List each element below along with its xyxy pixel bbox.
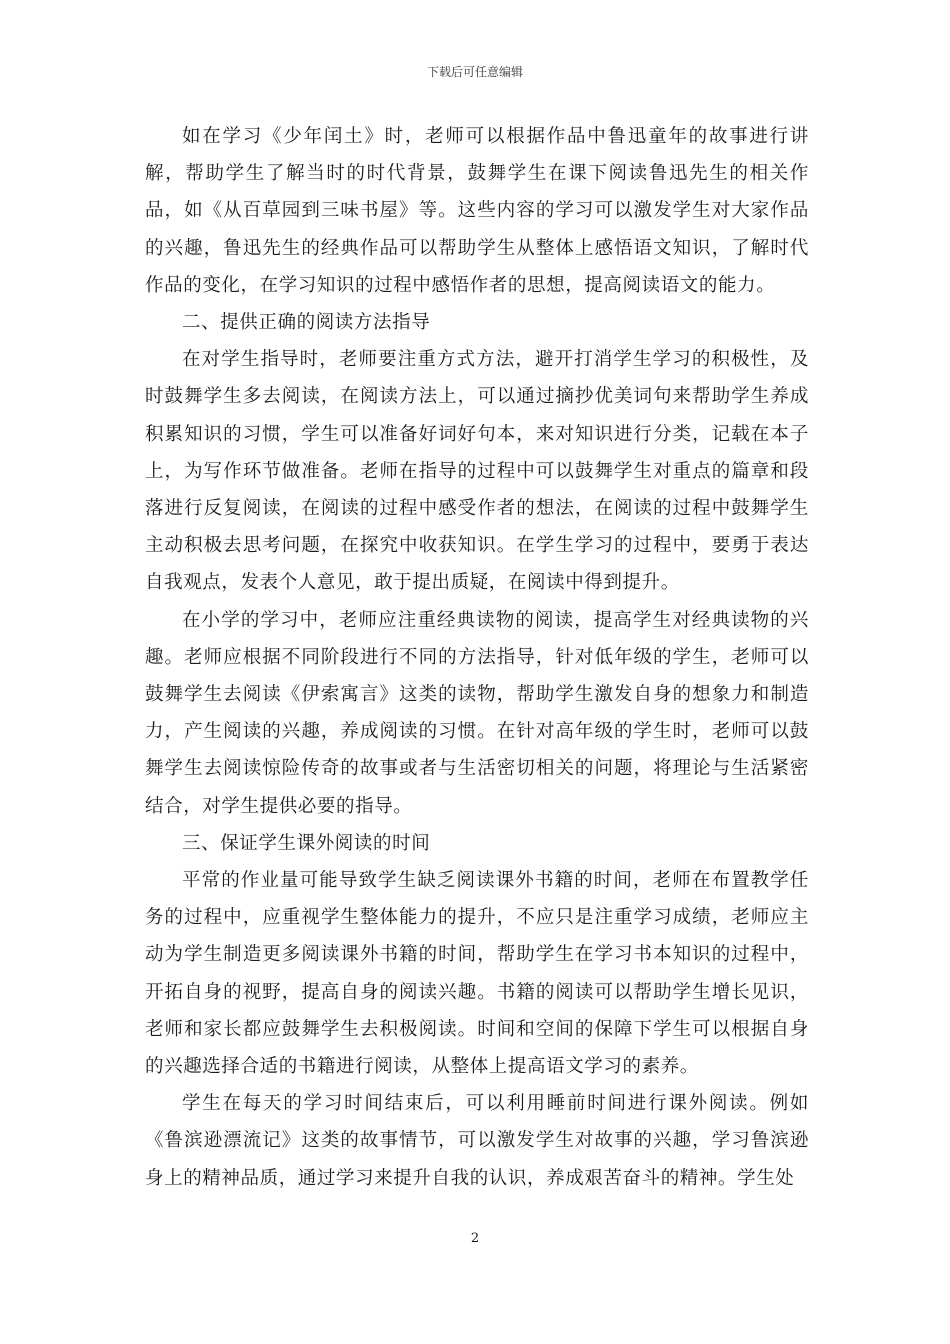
section-heading-2: 二、提供正确的阅读方法指导 bbox=[182, 312, 431, 334]
section-heading-3: 三、保证学生课外阅读的时间 bbox=[182, 832, 431, 854]
paragraph-2: 在对学生指导时，老师要注重方式方法，避开打消学生学习的积极性，及时鼓舞学生多去阅读，在阅读方法上，可以通过摘抄优美词句来帮助学生养成积累知识的习惯，学生可以准备好词好句本，来对知识进行分类，记载在本子上，为写作环节做准备。老师在指导的过程中可以鼓舞学生对重点的篇章和段落进行反复阅读，在阅读的过程中感受作者的想法，在阅读的过程中鼓舞学生主动积极去思考问题，在探究中收获知识。在学生学习的过程中，要勇于表达自我观点，发表个人意见，敢于提出质疑，在阅读中得到提升。 bbox=[145, 349, 809, 594]
paragraph-5: 学生在每天的学习时间结束后，可以利用睡前时间进行课外阅读。例如《鲁滨逊漂流记》这类的故事情节，可以激发学生对故事的兴趣，学习鲁滨逊身上的精神品质，通过学习来提升自我的认识，养成艰苦奋斗的精神。学生处 bbox=[145, 1093, 809, 1189]
paragraph-1: 如在学习《少年闰土》时，老师可以根据作品中鲁迅童年的故事进行讲解，帮助学生了解当时的时代背景，鼓舞学生在课下阅读鲁迅先生的相关作品，如《从百草园到三味书屋》等。这些内容的学习可以激发学生对大家作品的兴趣，鲁迅先生的经典作品可以帮助学生从整体上感悟语文知识，了解时代作品的变化，在学习知识的过程中感悟作者的思想，提高阅读语文的能力。 bbox=[145, 126, 809, 296]
document-body bbox=[145, 118, 809, 1197]
page-header: 下载后可任意编辑 bbox=[426, 65, 523, 79]
page-number: 2 bbox=[470, 1231, 480, 1246]
paragraph-4: 平常的作业量可能导致学生缺乏阅读课外书籍的时间，老师在布置教学任务的过程中，应重视学生整体能力的提升，不应只是注重学习成绩，老师应主动为学生制造更多阅读课外书籍的时间，帮助学生在学习书本知识的过程中，开拓自身的视野，提高自身的阅读兴趣。书籍的阅读可以帮助学生增长见识，老师和家长都应鼓舞学生去积极阅读。时间和空间的保障下学生可以根据自身的兴趣选择合适的书籍进行阅读，从整体上提高语文学习的素养。 bbox=[145, 870, 809, 1078]
paragraph-3: 在小学的学习中，老师应注重经典读物的阅读，提高学生对经典读物的兴趣。老师应根据不同阶段进行不同的方法指导，针对低年级的学生，老师可以鼓舞学生去阅读《伊索寓言》这类的读物，帮助学生激发自身的想象力和制造力，产生阅读的兴趣，养成阅读的习惯。在针对高年级的学生时，老师可以鼓舞学生去阅读惊险传奇的故事或者与生活密切相关的问题，将理论与生活紧密结合，对学生提供必要的指导。 bbox=[145, 609, 809, 817]
